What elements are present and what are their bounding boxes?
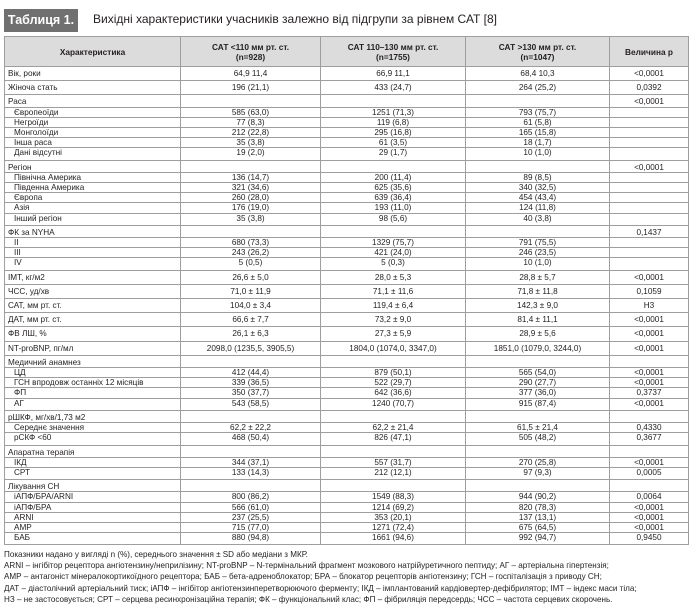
cell-sbp-mid: 639 (36,4) xyxy=(321,193,466,203)
cell-characteristic: ФВ ЛШ, % xyxy=(5,327,181,341)
cell-sbp-high: 10 (1,0) xyxy=(466,258,610,270)
cell-characteristic: Інший регіон xyxy=(5,213,181,225)
row-group xyxy=(5,81,689,95)
cell-sbp-mid: 1251 (71,3) xyxy=(321,107,466,117)
cell-sbp-high: 944 (90,2) xyxy=(466,492,610,502)
cell-characteristic: Інша раса xyxy=(5,138,181,148)
cell-characteristic: ДАТ, мм рт. ст. xyxy=(5,313,181,327)
cell-characteristic: Європа xyxy=(5,193,181,203)
table-header xyxy=(0,0,692,34)
table-row xyxy=(5,193,689,203)
cell-sbp-mid: 1549 (88,3) xyxy=(321,492,466,502)
cell-p-value xyxy=(610,248,689,258)
column-header-sbp-high: САТ >130 мм рт. ст. (n=1047) xyxy=(466,37,610,67)
cell-characteristic: Медичний анамнез xyxy=(5,355,181,367)
footnote-line: Показники надано у вигляді n (%), середнього значення ± SD або медіани з МКР. xyxy=(4,550,308,559)
row-group xyxy=(5,225,689,270)
cell-characteristic: Апаратна терапія xyxy=(5,445,181,457)
cell-p-value: 0,0392 xyxy=(610,81,689,95)
table-row xyxy=(5,533,689,545)
table-row xyxy=(5,258,689,270)
cell-p-value: <0,0001 xyxy=(610,457,689,467)
cell-p-value xyxy=(610,107,689,117)
table-row xyxy=(5,299,689,313)
cell-sbp-low: 585 (63,0) xyxy=(181,107,321,117)
cell-sbp-mid: 62,2 ± 21,4 xyxy=(321,423,466,433)
cell-sbp-high: 246 (23,5) xyxy=(466,248,610,258)
table-row xyxy=(5,355,689,367)
cell-sbp-high: 820 (78,3) xyxy=(466,502,610,512)
table-row xyxy=(5,341,689,355)
cell-p-value: <0,0001 xyxy=(610,341,689,355)
cell-sbp-mid xyxy=(321,160,466,172)
cell-sbp-low: 71,0 ± 11,9 xyxy=(181,284,321,298)
cell-sbp-low xyxy=(181,480,321,492)
table-row xyxy=(5,480,689,492)
cell-characteristic: Південна Америка xyxy=(5,183,181,193)
cell-sbp-high xyxy=(466,95,610,107)
cell-p-value: <0,0001 xyxy=(610,522,689,532)
cell-sbp-high xyxy=(466,480,610,492)
cell-p-value: <0,0001 xyxy=(610,368,689,378)
cell-p-value: 0,0005 xyxy=(610,467,689,479)
cell-sbp-mid: 1271 (72,4) xyxy=(321,522,466,532)
column-header-row xyxy=(5,37,689,67)
cell-sbp-low: 260 (28,0) xyxy=(181,193,321,203)
cell-characteristic: АГ xyxy=(5,398,181,410)
cell-p-value xyxy=(610,193,689,203)
table-row xyxy=(5,107,689,117)
cell-sbp-low: 543 (58,5) xyxy=(181,398,321,410)
row-group xyxy=(5,313,689,327)
cell-sbp-mid: 557 (31,7) xyxy=(321,457,466,467)
cell-sbp-high: 124 (11,8) xyxy=(466,203,610,213)
table-row xyxy=(5,160,689,172)
cell-sbp-high: 270 (25,8) xyxy=(466,457,610,467)
cell-p-value: 0,1059 xyxy=(610,284,689,298)
cell-p-value: <0,0001 xyxy=(610,327,689,341)
cell-sbp-high: 137 (13,1) xyxy=(466,512,610,522)
row-group xyxy=(5,480,689,545)
cell-sbp-mid: 28,0 ± 5,3 xyxy=(321,270,466,284)
cell-sbp-mid: 119,4 ± 6,4 xyxy=(321,299,466,313)
cell-p-value xyxy=(610,117,689,127)
cell-sbp-low: 176 (19,0) xyxy=(181,203,321,213)
cell-sbp-mid: 1804,0 (1074,0, 3347,0) xyxy=(321,341,466,355)
cell-characteristic: Регіон xyxy=(5,160,181,172)
characteristics-table xyxy=(4,36,689,545)
cell-characteristic: ІКД xyxy=(5,457,181,467)
cell-sbp-low xyxy=(181,95,321,107)
cell-characteristic: рСКФ <60 xyxy=(5,433,181,445)
cell-sbp-high: 915 (87,4) xyxy=(466,398,610,410)
cell-p-value: <0,0001 xyxy=(610,160,689,172)
cell-sbp-high xyxy=(466,355,610,367)
cell-sbp-mid: 193 (11,0) xyxy=(321,203,466,213)
cell-sbp-mid: 61 (3,5) xyxy=(321,138,466,148)
table-row xyxy=(5,433,689,445)
table-row xyxy=(5,128,689,138)
cell-characteristic: САТ, мм рт. ст. xyxy=(5,299,181,313)
cell-sbp-mid: 98 (5,6) xyxy=(321,213,466,225)
cell-sbp-low: 64,9 11,4 xyxy=(181,67,321,81)
cell-sbp-mid xyxy=(321,445,466,457)
cell-sbp-low: 35 (3,8) xyxy=(181,138,321,148)
cell-sbp-mid: 353 (20,1) xyxy=(321,512,466,522)
cell-characteristic: Середнє значення xyxy=(5,423,181,433)
table-row xyxy=(5,388,689,398)
column-header-sbp-mid: САТ 110–130 мм рт. ст. (n=1755) xyxy=(321,37,466,67)
cell-sbp-high: 28,9 ± 5,6 xyxy=(466,327,610,341)
cell-sbp-high: 1851,0 (1079,0, 3244,0) xyxy=(466,341,610,355)
table-row xyxy=(5,183,689,193)
table-row xyxy=(5,284,689,298)
cell-sbp-high: 18 (1,7) xyxy=(466,138,610,148)
table-row xyxy=(5,138,689,148)
table-row xyxy=(5,148,689,160)
cell-sbp-low xyxy=(181,160,321,172)
row-group xyxy=(5,327,689,341)
cell-sbp-high: 992 (94,7) xyxy=(466,533,610,545)
cell-sbp-low: 880 (94,8) xyxy=(181,533,321,545)
cell-sbp-mid: 119 (6,8) xyxy=(321,117,466,127)
cell-sbp-mid: 1661 (94,6) xyxy=(321,533,466,545)
cell-sbp-low: 344 (37,1) xyxy=(181,457,321,467)
cell-sbp-mid: 421 (24,0) xyxy=(321,248,466,258)
cell-p-value: 0,3677 xyxy=(610,433,689,445)
cell-sbp-mid: 5 (0,3) xyxy=(321,258,466,270)
table-row xyxy=(5,512,689,522)
cell-characteristic: БАБ xyxy=(5,533,181,545)
cell-p-value: 0,0064 xyxy=(610,492,689,502)
cell-sbp-low: 715 (77,0) xyxy=(181,522,321,532)
cell-sbp-low: 19 (2,0) xyxy=(181,148,321,160)
cell-sbp-low xyxy=(181,355,321,367)
cell-characteristic: рШКФ, мг/хв/1,73 м2 xyxy=(5,410,181,422)
row-group xyxy=(5,410,689,445)
cell-sbp-mid: 879 (50,1) xyxy=(321,368,466,378)
cell-sbp-low xyxy=(181,225,321,237)
cell-sbp-high: 377 (36,0) xyxy=(466,388,610,398)
cell-sbp-low: 104,0 ± 3,4 xyxy=(181,299,321,313)
column-header-sbp-low: САТ <110 мм рт. ст. (n=928) xyxy=(181,37,321,67)
cell-p-value xyxy=(610,480,689,492)
cell-sbp-mid: 27,3 ± 5,9 xyxy=(321,327,466,341)
table-row xyxy=(5,213,689,225)
row-group xyxy=(5,284,689,298)
cell-characteristic: Європеоїди xyxy=(5,107,181,117)
cell-sbp-high: 675 (64,5) xyxy=(466,522,610,532)
cell-sbp-low: 26,1 ± 6,3 xyxy=(181,327,321,341)
cell-sbp-high: 142,3 ± 9,0 xyxy=(466,299,610,313)
cell-sbp-mid: 1329 (75,7) xyxy=(321,238,466,248)
row-group xyxy=(5,341,689,355)
table-row xyxy=(5,378,689,388)
cell-sbp-mid: 71,1 ± 11,6 xyxy=(321,284,466,298)
cell-sbp-mid: 1240 (70,7) xyxy=(321,398,466,410)
cell-sbp-low: 5 (0,5) xyxy=(181,258,321,270)
cell-sbp-low: 350 (37,7) xyxy=(181,388,321,398)
cell-p-value: 0,3737 xyxy=(610,388,689,398)
table-row xyxy=(5,203,689,213)
table-row xyxy=(5,117,689,127)
cell-characteristic: ФК за NYHA xyxy=(5,225,181,237)
cell-p-value xyxy=(610,172,689,182)
cell-p-value: Н3 xyxy=(610,299,689,313)
cell-sbp-high xyxy=(466,160,610,172)
table-row xyxy=(5,67,689,81)
cell-sbp-low: 412 (44,4) xyxy=(181,368,321,378)
cell-sbp-low: 62,2 ± 22,2 xyxy=(181,423,321,433)
cell-sbp-high xyxy=(466,225,610,237)
table-row xyxy=(5,313,689,327)
cell-sbp-mid: 66,9 11,1 xyxy=(321,67,466,81)
cell-p-value xyxy=(610,128,689,138)
cell-characteristic: II xyxy=(5,238,181,248)
cell-p-value xyxy=(610,238,689,248)
cell-sbp-mid: 826 (47,1) xyxy=(321,433,466,445)
cell-sbp-mid: 29 (1,7) xyxy=(321,148,466,160)
cell-p-value: 0,9450 xyxy=(610,533,689,545)
cell-sbp-low: 800 (86,2) xyxy=(181,492,321,502)
cell-sbp-high xyxy=(466,445,610,457)
cell-sbp-low: 133 (14,3) xyxy=(181,467,321,479)
cell-sbp-low: 237 (25,5) xyxy=(181,512,321,522)
table-row xyxy=(5,410,689,422)
cell-sbp-mid: 1214 (69,2) xyxy=(321,502,466,512)
cell-characteristic: ARNI xyxy=(5,512,181,522)
cell-p-value: <0,0001 xyxy=(610,398,689,410)
cell-sbp-mid: 522 (29,7) xyxy=(321,378,466,388)
table-row xyxy=(5,522,689,532)
table-number-badge: Таблиця 1. xyxy=(4,9,78,32)
cell-characteristic: Дані відсутні xyxy=(5,148,181,160)
cell-sbp-high: 61 (5,8) xyxy=(466,117,610,127)
table-row xyxy=(5,423,689,433)
cell-sbp-high: 89 (8,5) xyxy=(466,172,610,182)
cell-characteristic: іАПФ/БРА/ARNI xyxy=(5,492,181,502)
cell-sbp-low: 680 (73,3) xyxy=(181,238,321,248)
table-row xyxy=(5,467,689,479)
cell-characteristic: Раса xyxy=(5,95,181,107)
row-group xyxy=(5,67,689,81)
table-row xyxy=(5,327,689,341)
row-group xyxy=(5,355,689,410)
cell-p-value xyxy=(610,410,689,422)
table-row xyxy=(5,225,689,237)
cell-sbp-high: 97 (9,3) xyxy=(466,467,610,479)
cell-sbp-low xyxy=(181,410,321,422)
cell-sbp-low: 66,6 ± 7,7 xyxy=(181,313,321,327)
cell-sbp-high: 454 (43,4) xyxy=(466,193,610,203)
cell-characteristic: ІМТ, кг/м2 xyxy=(5,270,181,284)
cell-characteristic: СРТ xyxy=(5,467,181,479)
cell-p-value xyxy=(610,138,689,148)
table-row xyxy=(5,445,689,457)
cell-sbp-high: 340 (32,5) xyxy=(466,183,610,193)
cell-sbp-low: 77 (8,3) xyxy=(181,117,321,127)
cell-sbp-mid xyxy=(321,355,466,367)
row-group xyxy=(5,160,689,225)
table-row xyxy=(5,398,689,410)
cell-sbp-mid xyxy=(321,410,466,422)
cell-p-value: <0,0001 xyxy=(610,313,689,327)
cell-characteristic: ЧСС, уд/хв xyxy=(5,284,181,298)
cell-p-value xyxy=(610,213,689,225)
footnote-line: АМР – антагоніст мінералокортикоїдного рецептора; БАБ – бета-адреноблокатор; БРА – блокатор рецепторів ангіотензину; ГСН – госпіталізація з приводу СН; xyxy=(4,572,602,582)
footnote-line: ARNI – інгібітор рецептора ангіотензину/неприлізину; NT-proBNP – N-термінальний фрагмент мозкового натрійуретичного пептиду; АГ – артеріальна гіпертензія; xyxy=(4,561,609,571)
cell-sbp-high: 505 (48,2) xyxy=(466,433,610,445)
cell-sbp-low: 243 (26,2) xyxy=(181,248,321,258)
cell-characteristic: ФП xyxy=(5,388,181,398)
cell-sbp-mid xyxy=(321,480,466,492)
table-row xyxy=(5,368,689,378)
row-group xyxy=(5,445,689,480)
cell-characteristic: III xyxy=(5,248,181,258)
cell-characteristic: Північна Америка xyxy=(5,172,181,182)
table-row xyxy=(5,248,689,258)
cell-characteristic: АМР xyxy=(5,522,181,532)
cell-characteristic: Жіноча стать xyxy=(5,81,181,95)
cell-sbp-high: 61,5 ± 21,4 xyxy=(466,423,610,433)
cell-sbp-high: 165 (15,8) xyxy=(466,128,610,138)
cell-sbp-low: 2098,0 (1235,5, 3905,5) xyxy=(181,341,321,355)
cell-p-value xyxy=(610,183,689,193)
row-group xyxy=(5,270,689,284)
cell-sbp-mid: 200 (11,4) xyxy=(321,172,466,182)
column-header-characteristic: Характеристика xyxy=(5,37,181,67)
cell-p-value: <0,0001 xyxy=(610,378,689,388)
table-row xyxy=(5,492,689,502)
cell-sbp-high: 10 (1,0) xyxy=(466,148,610,160)
cell-sbp-mid: 433 (24,7) xyxy=(321,81,466,95)
cell-p-value xyxy=(610,148,689,160)
cell-characteristic: Лікування СН xyxy=(5,480,181,492)
cell-sbp-high: 81,4 ± 11,1 xyxy=(466,313,610,327)
cell-p-value: <0,0001 xyxy=(610,67,689,81)
table-title: Вихідні характеристики учасників залежно від підгрупи за рівнем САТ [8] xyxy=(93,12,498,26)
cell-sbp-mid: 642 (36,6) xyxy=(321,388,466,398)
cell-sbp-low: 136 (14,7) xyxy=(181,172,321,182)
column-header-p-value: Величина р xyxy=(610,37,689,67)
cell-characteristic: Монголоїди xyxy=(5,128,181,138)
cell-p-value: <0,0001 xyxy=(610,95,689,107)
cell-sbp-high xyxy=(466,410,610,422)
cell-sbp-high: 264 (25,2) xyxy=(466,81,610,95)
cell-p-value xyxy=(610,258,689,270)
cell-sbp-low: 196 (21,1) xyxy=(181,81,321,95)
cell-sbp-high: 290 (27,7) xyxy=(466,378,610,388)
cell-sbp-mid: 625 (35,6) xyxy=(321,183,466,193)
cell-characteristic: IV xyxy=(5,258,181,270)
footnote xyxy=(4,549,688,605)
cell-sbp-low: 35 (3,8) xyxy=(181,213,321,225)
cell-sbp-high: 28,8 ± 5,7 xyxy=(466,270,610,284)
cell-sbp-low: 468 (50,4) xyxy=(181,433,321,445)
row-group xyxy=(5,299,689,313)
cell-sbp-mid: 73,2 ± 9,0 xyxy=(321,313,466,327)
table-row xyxy=(5,172,689,182)
footnote-line: ДАТ – діастолічний артеріальний тиск; іАПФ – інгібітор ангіотензинперетворюючого ферменту; ІКД – імплантований кардіовертер-дефібрилятор; ІМТ – індекс маси тіла; xyxy=(4,583,637,593)
cell-characteristic: Вік, роки xyxy=(5,67,181,81)
table-row xyxy=(5,238,689,248)
cell-p-value: <0,0001 xyxy=(610,502,689,512)
cell-characteristic: іАПФ/БРА xyxy=(5,502,181,512)
footnote-line: НЗ – не застосовується; СРТ – серцева ресинхронізаційна терапія; ФК – функціональний клас; ФП – фібриляція передсердь; ЧСС – частота серцевих скорочень. xyxy=(4,594,613,604)
row-group xyxy=(5,95,689,160)
cell-sbp-mid: 212 (12,1) xyxy=(321,467,466,479)
cell-sbp-high: 565 (54,0) xyxy=(466,368,610,378)
cell-p-value xyxy=(610,445,689,457)
cell-sbp-low: 212 (22,8) xyxy=(181,128,321,138)
cell-characteristic: Азія xyxy=(5,203,181,213)
table-row xyxy=(5,457,689,467)
cell-sbp-low xyxy=(181,445,321,457)
table-row xyxy=(5,270,689,284)
cell-sbp-high: 40 (3,8) xyxy=(466,213,610,225)
cell-sbp-high: 791 (75,5) xyxy=(466,238,610,248)
table-row xyxy=(5,95,689,107)
cell-sbp-low: 339 (36,5) xyxy=(181,378,321,388)
cell-sbp-mid xyxy=(321,95,466,107)
table-row xyxy=(5,502,689,512)
cell-characteristic: ЦД xyxy=(5,368,181,378)
table-row xyxy=(5,81,689,95)
cell-sbp-mid xyxy=(321,225,466,237)
cell-p-value: <0,0001 xyxy=(610,270,689,284)
cell-characteristic: Негроїди xyxy=(5,117,181,127)
cell-sbp-low: 26,6 ± 5,0 xyxy=(181,270,321,284)
cell-sbp-low: 566 (61,0) xyxy=(181,502,321,512)
cell-characteristic: NT-proBNP, пг/мл xyxy=(5,341,181,355)
cell-p-value: 0,4330 xyxy=(610,423,689,433)
cell-sbp-low: 321 (34,6) xyxy=(181,183,321,193)
cell-p-value xyxy=(610,203,689,213)
cell-sbp-high: 71,8 ± 11,8 xyxy=(466,284,610,298)
cell-p-value: 0,1437 xyxy=(610,225,689,237)
cell-characteristic: ГСН впродовж останніх 12 місяців xyxy=(5,378,181,388)
cell-sbp-mid: 295 (16,8) xyxy=(321,128,466,138)
cell-sbp-high: 793 (75,7) xyxy=(466,107,610,117)
cell-sbp-high: 68,4 10,3 xyxy=(466,67,610,81)
cell-p-value: <0,0001 xyxy=(610,512,689,522)
cell-p-value xyxy=(610,355,689,367)
